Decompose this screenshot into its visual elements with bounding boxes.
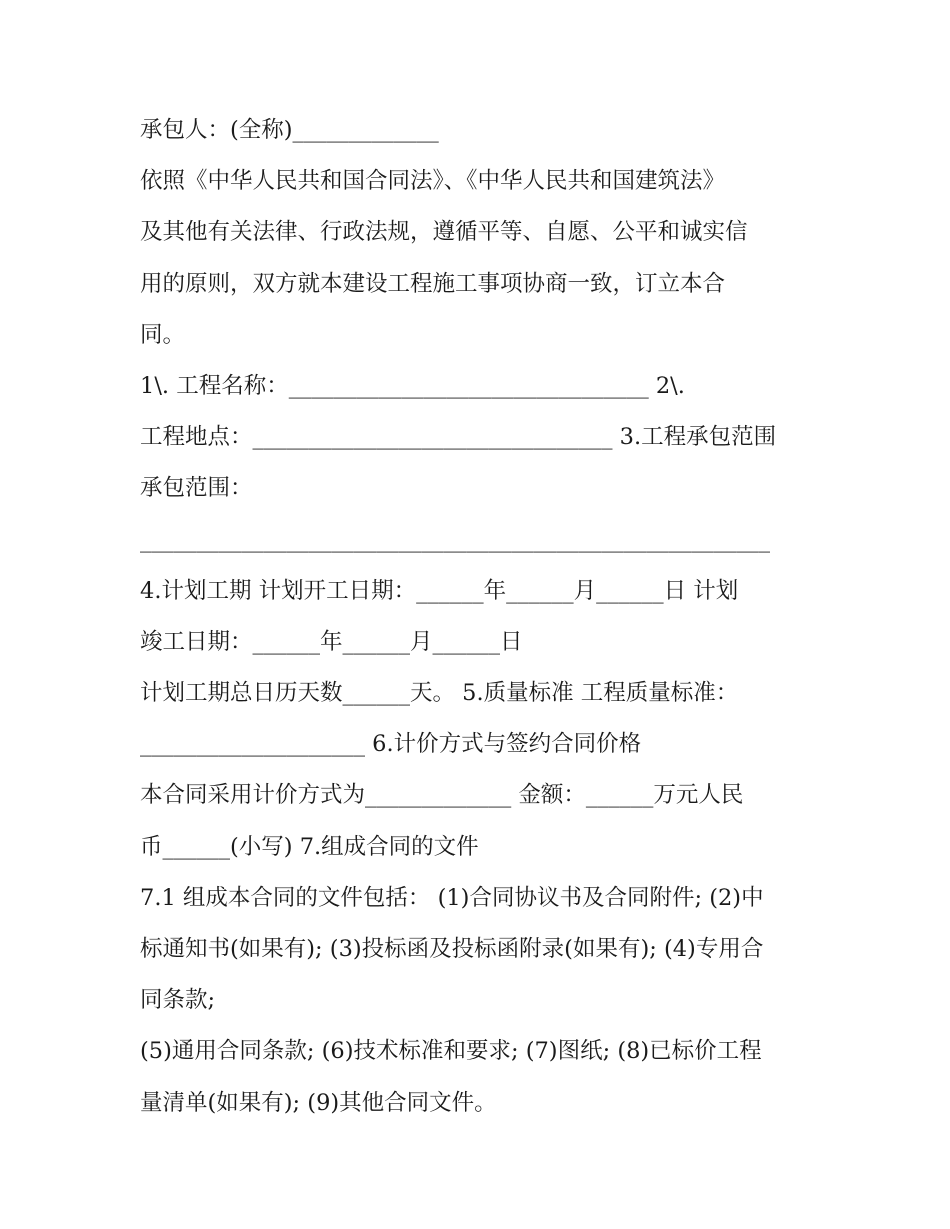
planned-completion-line: 竣工日期：______年______月______日 [140,628,523,655]
contract-page [140,105,820,1129]
quality-pricing-line: ____________________ 6.计价方式与签约合同价格 [140,731,642,758]
project-location-line: 工程地点：________________________________ 3.工程承包范围 [140,424,777,451]
documents-list-line-3: 同条款; [140,987,216,1014]
pricing-amount-line: 本合同采用计价方式为_____________ 金额：______万元人民 [140,782,744,809]
scope-blank-line: ________________________________________________________ [140,526,770,553]
currency-documents-line: 币______(小写) 7.组成合同的文件 [140,833,479,860]
documents-list-line-2: 标通知书(如果有); (3)投标函及投标函附录(如果有); (4)专用合 [140,936,764,962]
scope-label-line: 承包范围： [140,475,253,502]
duration-quality-line: 计划工期总日历天数______天。 5.质量标准 工程质量标准： [140,680,739,707]
documents-list-line-1: 7.1 组成本合同的文件包括： (1)合同协议书及合同附件; (2)中 [140,884,764,911]
documents-list-line-5: 量清单(如果有); (9)其他合同文件。 [140,1089,497,1116]
planned-start-line: 4.计划工期 计划开工日期：______年______月______日 计划 [140,577,739,604]
project-name-line: 1\. 工程名称：________________________________ 2\. [140,372,685,399]
contractor-full-name-line: 承包人：(全称)_____________ [140,117,439,143]
preamble-line-1: 依照《中华人民共和国合同法》、《中华人民共和国建筑法》 [140,168,726,195]
preamble-line-3: 用的原则，双方就本建设工程施工事项协商一致，订立本合 [140,270,726,297]
documents-list-line-4: (5)通用合同条款; (6)技术标准和要求; (7)图纸; (8)已标价工程 [140,1038,762,1065]
preamble-line-2: 及其他有关法律、行政法规，遵循平等、自愿、公平和诚实信 [140,219,748,246]
preamble-line-4: 同。 [140,321,186,348]
